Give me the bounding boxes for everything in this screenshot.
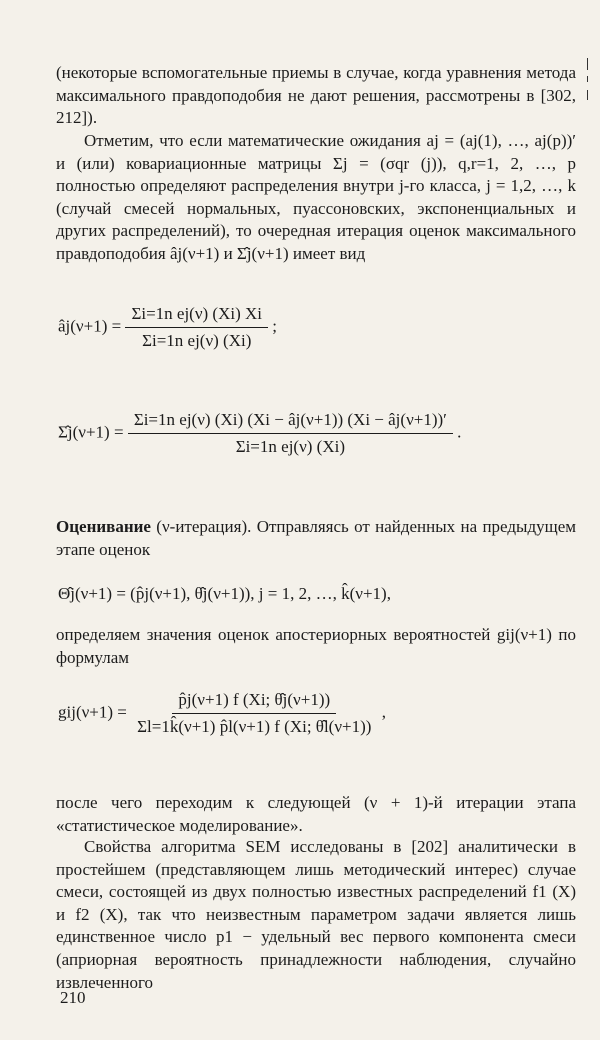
formula-4-numerator: p̂j(ν+1) f (Xi; θ̂j(ν+1)) — [172, 690, 336, 714]
formula-2-fraction — [128, 410, 453, 457]
page-number: 210 — [60, 988, 86, 1007]
paragraph-3-text: (ν-итерация). Отправляясь от найденных на предыдущем этапе оценок — [56, 517, 576, 559]
formula-4-tail: , — [381, 702, 386, 722]
formula-2-numerator: Σi=1n ej(ν) (Xi) (Xi − âj(ν+1)) (Xi − âj(ν+1))′ — [128, 410, 453, 434]
formula-2-lhs: Σ̂j(ν+1) = — [58, 422, 124, 442]
formula-2-denominator: Σi=1n ej(ν) (Xi) — [235, 437, 345, 456]
paragraph-5: после чего переходим к следующей (ν + 1)-й итерации этапа «статистическое моделирование». — [56, 793, 576, 835]
paragraph-2: Отметим, что если математические ожидания aj = (aj(1), …, aj(p))′ и (или) ковариационные матрицы Σj = (σqr (j)), q,r=1, 2, …, p полностью определяют распределения внутри j-го класса, j = 1,2, …, k (случай смесей нормальных, пуассоновских, экспоненциальных и других распределений), то очередная итерация оценок максимального правдоподобия âj(ν+1) и Σ̂j(ν+1) имеет вид — [56, 131, 576, 263]
formula-posterior-probability — [58, 690, 386, 737]
formula-mean-estimate — [58, 304, 277, 351]
formula-parameter-vector: Θ̂j(ν+1) = (p̂j(ν+1), θ̂j(ν+1)), j = 1, 2, …, k̂(ν+1), — [58, 584, 391, 603]
formula-4-fraction — [131, 690, 377, 737]
formula-1-tail: ; — [272, 316, 277, 336]
paragraph-1: (некоторые вспомогательные приемы в случае, когда уравнения метода максимального правдоподобия не дают решения, рассмотрены в [302, 212]). — [56, 63, 576, 128]
paragraph-4: определяем значения оценок апостериорных вероятностей gij(ν+1) по формулам — [56, 625, 576, 667]
formula-1-fraction — [125, 304, 268, 351]
formula-1-denominator: Σi=1n ej(ν) (Xi) — [142, 331, 252, 350]
formula-2-tail: . — [457, 422, 462, 442]
formula-4-denominator: Σl=1k̂(ν+1) p̂l(ν+1) f (Xi; θ̂l(ν+1)) — [137, 717, 372, 736]
paragraph-3 — [56, 516, 576, 561]
formula-covariance-estimate — [58, 410, 461, 457]
paragraph-3-heading: Оценивание — [56, 517, 151, 536]
formula-4-lhs: gij(ν+1) = — [58, 702, 127, 722]
margin-marks — [585, 58, 591, 128]
formula-1-numerator: Σi=1n ej(ν) (Xi) Xi — [125, 304, 268, 328]
formula-1-lhs: âj(ν+1) = — [58, 316, 122, 336]
paragraph-6: Свойства алгоритма SEM исследованы в [202] аналитически в простейшем (представляющем лишь методический интерес) случае смеси, состоящей из двух полностью известных распределений f1 (X) и f2 (X), так что неизвестным параметром задачи является лишь единственное число p1 − удельный вес первого компонента смеси (априорная вероятность принадлежности наблюдения, случайно извлеченного — [56, 837, 576, 992]
